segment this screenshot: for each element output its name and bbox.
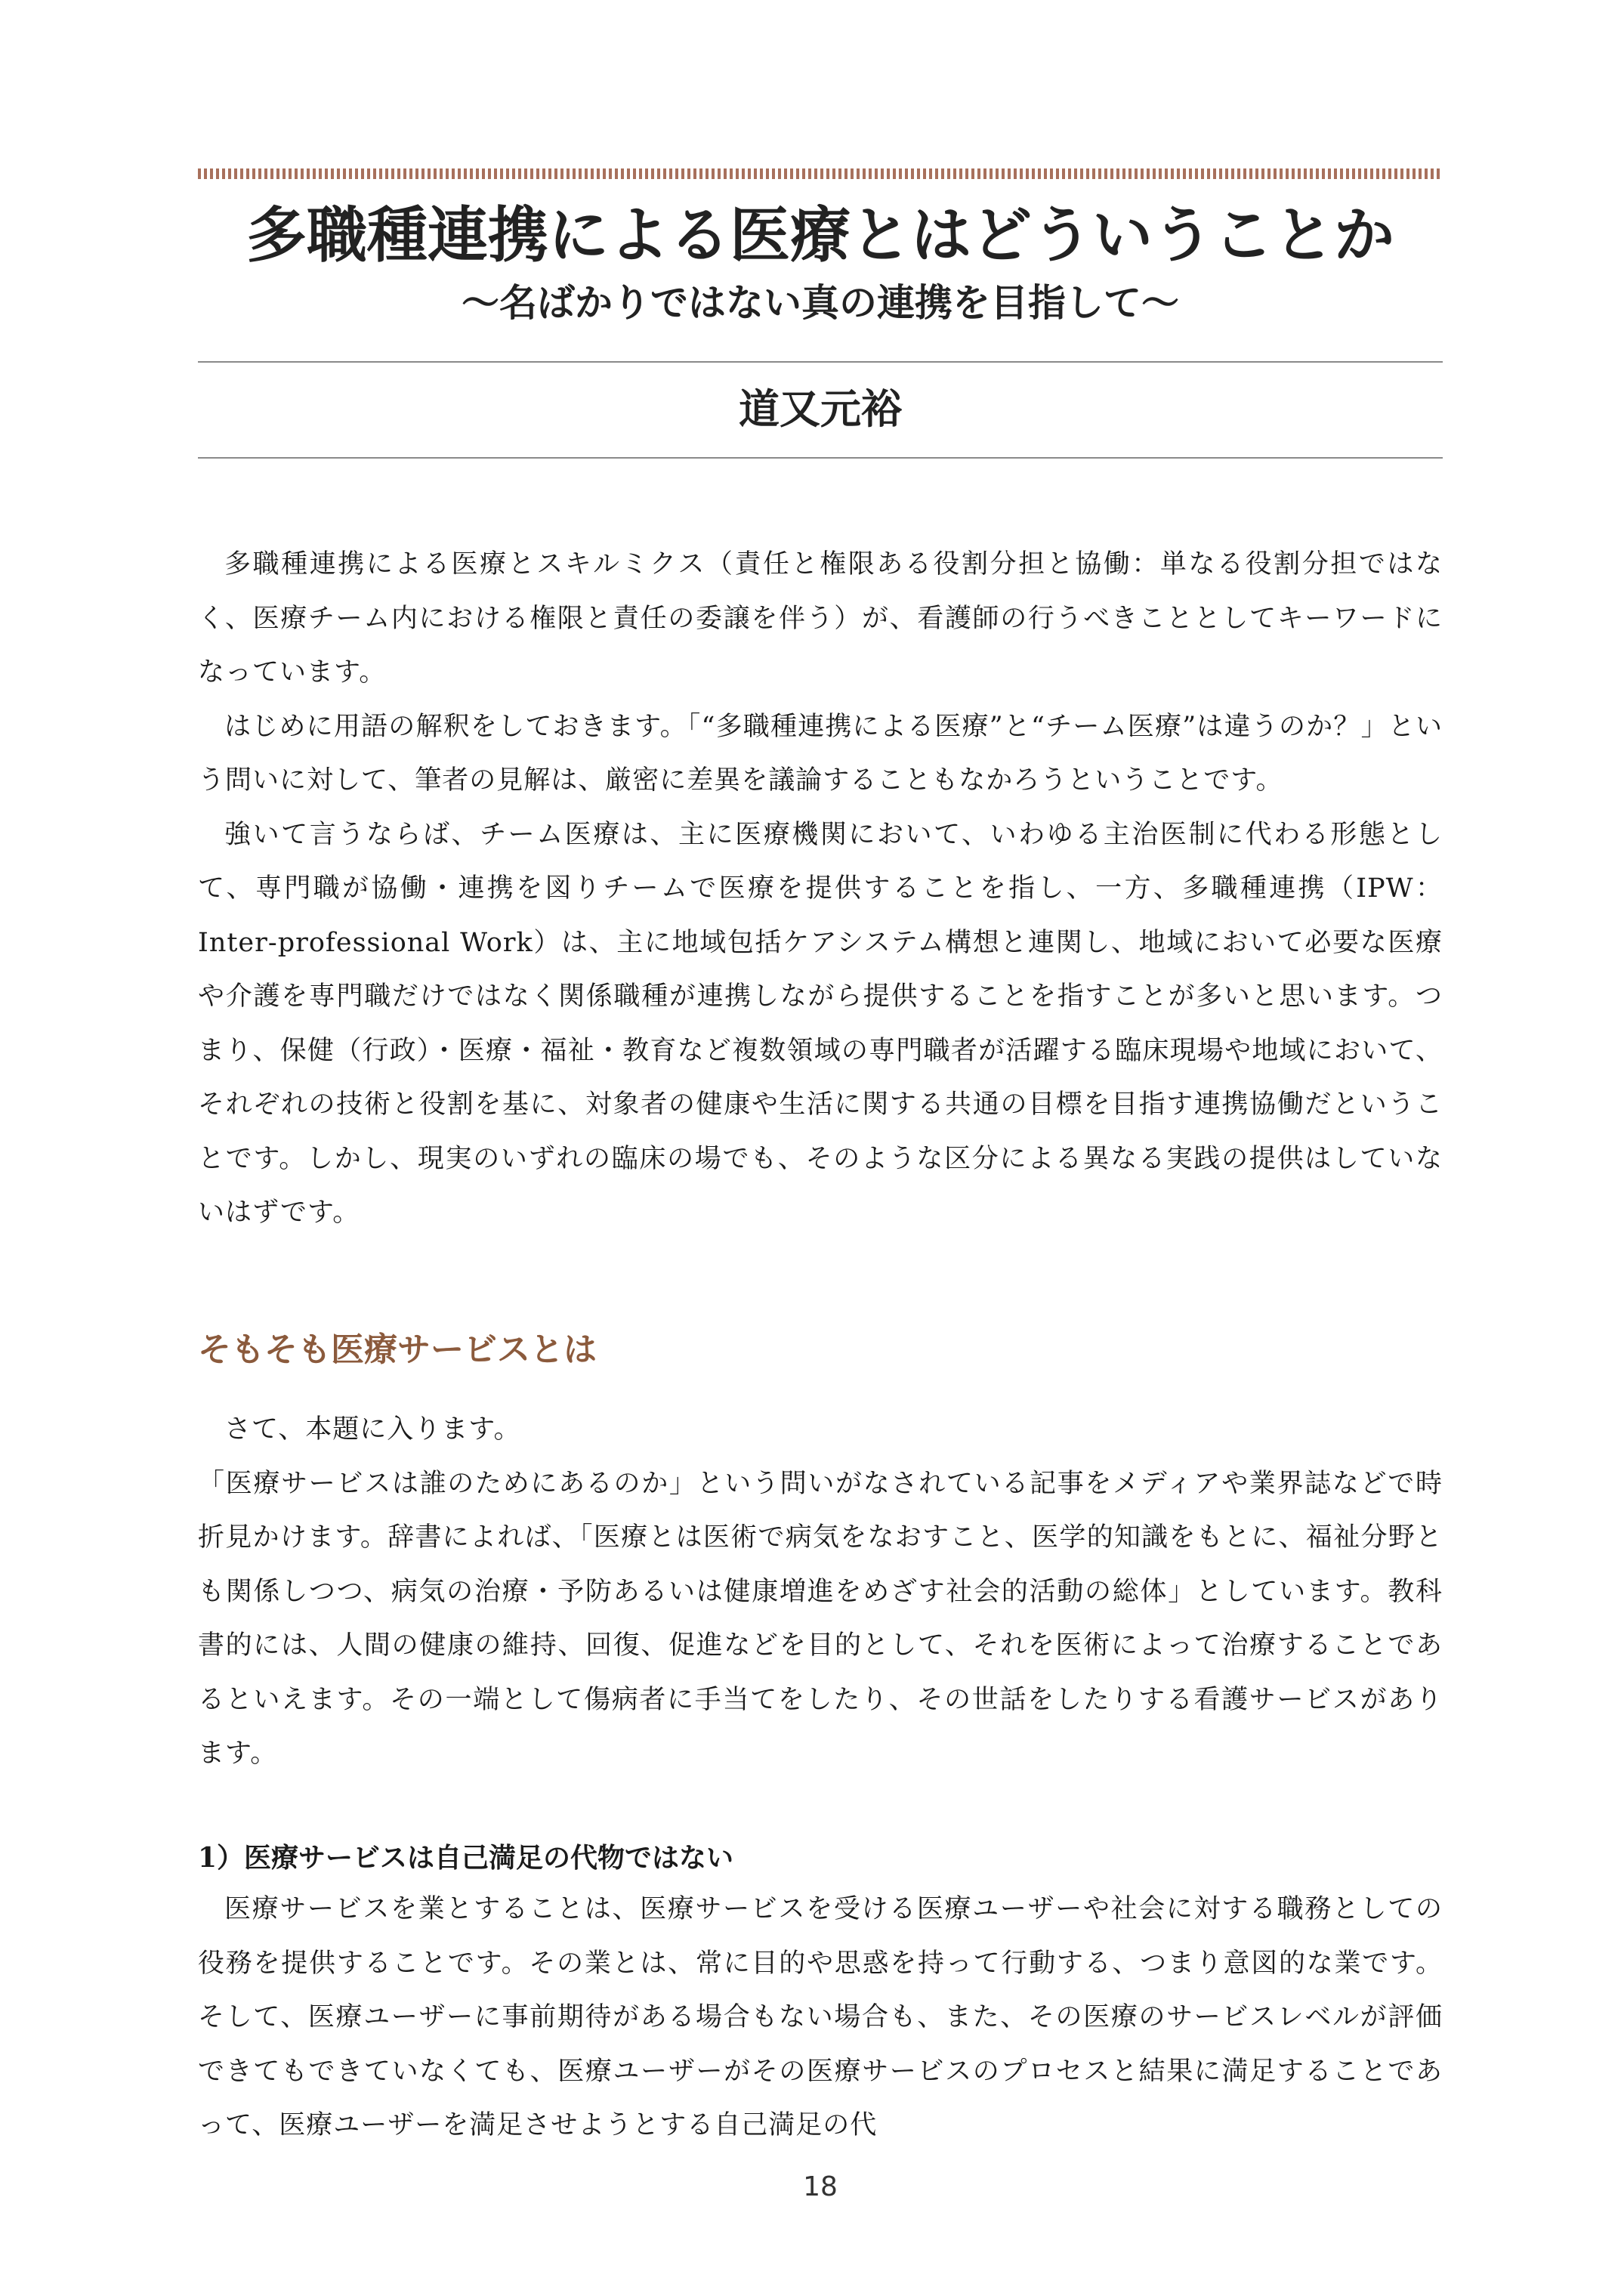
decorative-dotted-rule — [198, 168, 1443, 179]
subsection-heading: 1）医療サービスは自己満足の代物ではない — [198, 1842, 734, 1874]
section-paragraph: さて、本題に入ります。 — [224, 1414, 521, 1445]
section-paragraph: 「医療サービスは誰のためにあるのか」という問いがなされている記事をメディアや業界誌などで時折見かけます。辞書によれば、「医療とは医術で病気をなおすこと、医学的知識をもとに、福祉分野とも関係しつつ、病気の治療・予防あるいは健康増進をめざす社会的活動の総体」としています。教科書的には、人間の健康の維持、回復、促進などを目的として、それを医術によって治療することであるといえます。その一端として傷病者に手当てをしたり、その世話をしたりする看護サービスがあります。 — [198, 1468, 1443, 1769]
intro-paragraph: はじめに用語の解釈をしておきます。「“多職種連携による医療”と“チーム医療”は違うのか？」という問いに対して、筆者の見解は、厳密に差異を議論することもなかろうということです。 — [198, 711, 1443, 796]
article-title: 多職種連携による医療とはどういうことか — [246, 200, 1394, 270]
author-name: 道又元裕 — [739, 385, 902, 433]
intro-paragraph: 強いて言うならば、チーム医療は、主に医療機関において、いわゆる主治医制に代わる形態として、専門職が協働・連携を図りチームで医療を提供することを指し、一方、多職種連携（IPW：Inter-professional Work）は、主に地域包括ケアシステム構想と連関し、地域において必要な医療や介護を専門職だけではなく関係職種が連携しながら提供することを指すことが多いと思います。つまり、保健（行政）・医療・福祉・教育など複数領域の専門職者が活躍する臨床現場や地域において、それぞれの技術と役割を基に、対象者の健康や生活に関する共通の目標を目指す連携協働だということです。しかし、現実のいずれの臨床の場でも、そのような区分による異なる実践の提供はしていないはずです。 — [198, 819, 1443, 1228]
author-divider-top — [198, 361, 1443, 363]
intro-text — [198, 538, 1443, 1241]
section-text — [198, 1403, 1443, 1782]
section-heading: そもそも医療サービスとは — [198, 1330, 597, 1369]
page-number: 18 — [803, 2171, 838, 2202]
author-divider-bottom — [198, 457, 1443, 459]
article-subtitle: 〜名ばかりではない真の連携を目指して〜 — [462, 281, 1179, 325]
intro-paragraph: 多職種連携による医療とスキルミクス（責任と権限ある役割分担と協働：単なる役割分担ではなく、医療チーム内における権限と責任の委譲を伴う）が、看護師の行うべきこととしてキーワードになっています。 — [198, 549, 1443, 688]
subsection-text — [198, 1883, 1443, 2153]
subsection-paragraph: 医療サービスを業とすることは、医療サービスを受ける医療ユーザーや社会に対する職務としての役務を提供することです。その業とは、常に目的や思惑を持って行動する、つまり意図的な業です。そして、医療ユーザーに事前期待がある場合もない場合も、また、その医療のサービスレベルが評価できてもできていなくても、医療ユーザーがその医療サービスのプロセスと結果に満足することであって、医療ユーザーを満足させようとする自己満足の代 — [198, 1894, 1443, 2140]
